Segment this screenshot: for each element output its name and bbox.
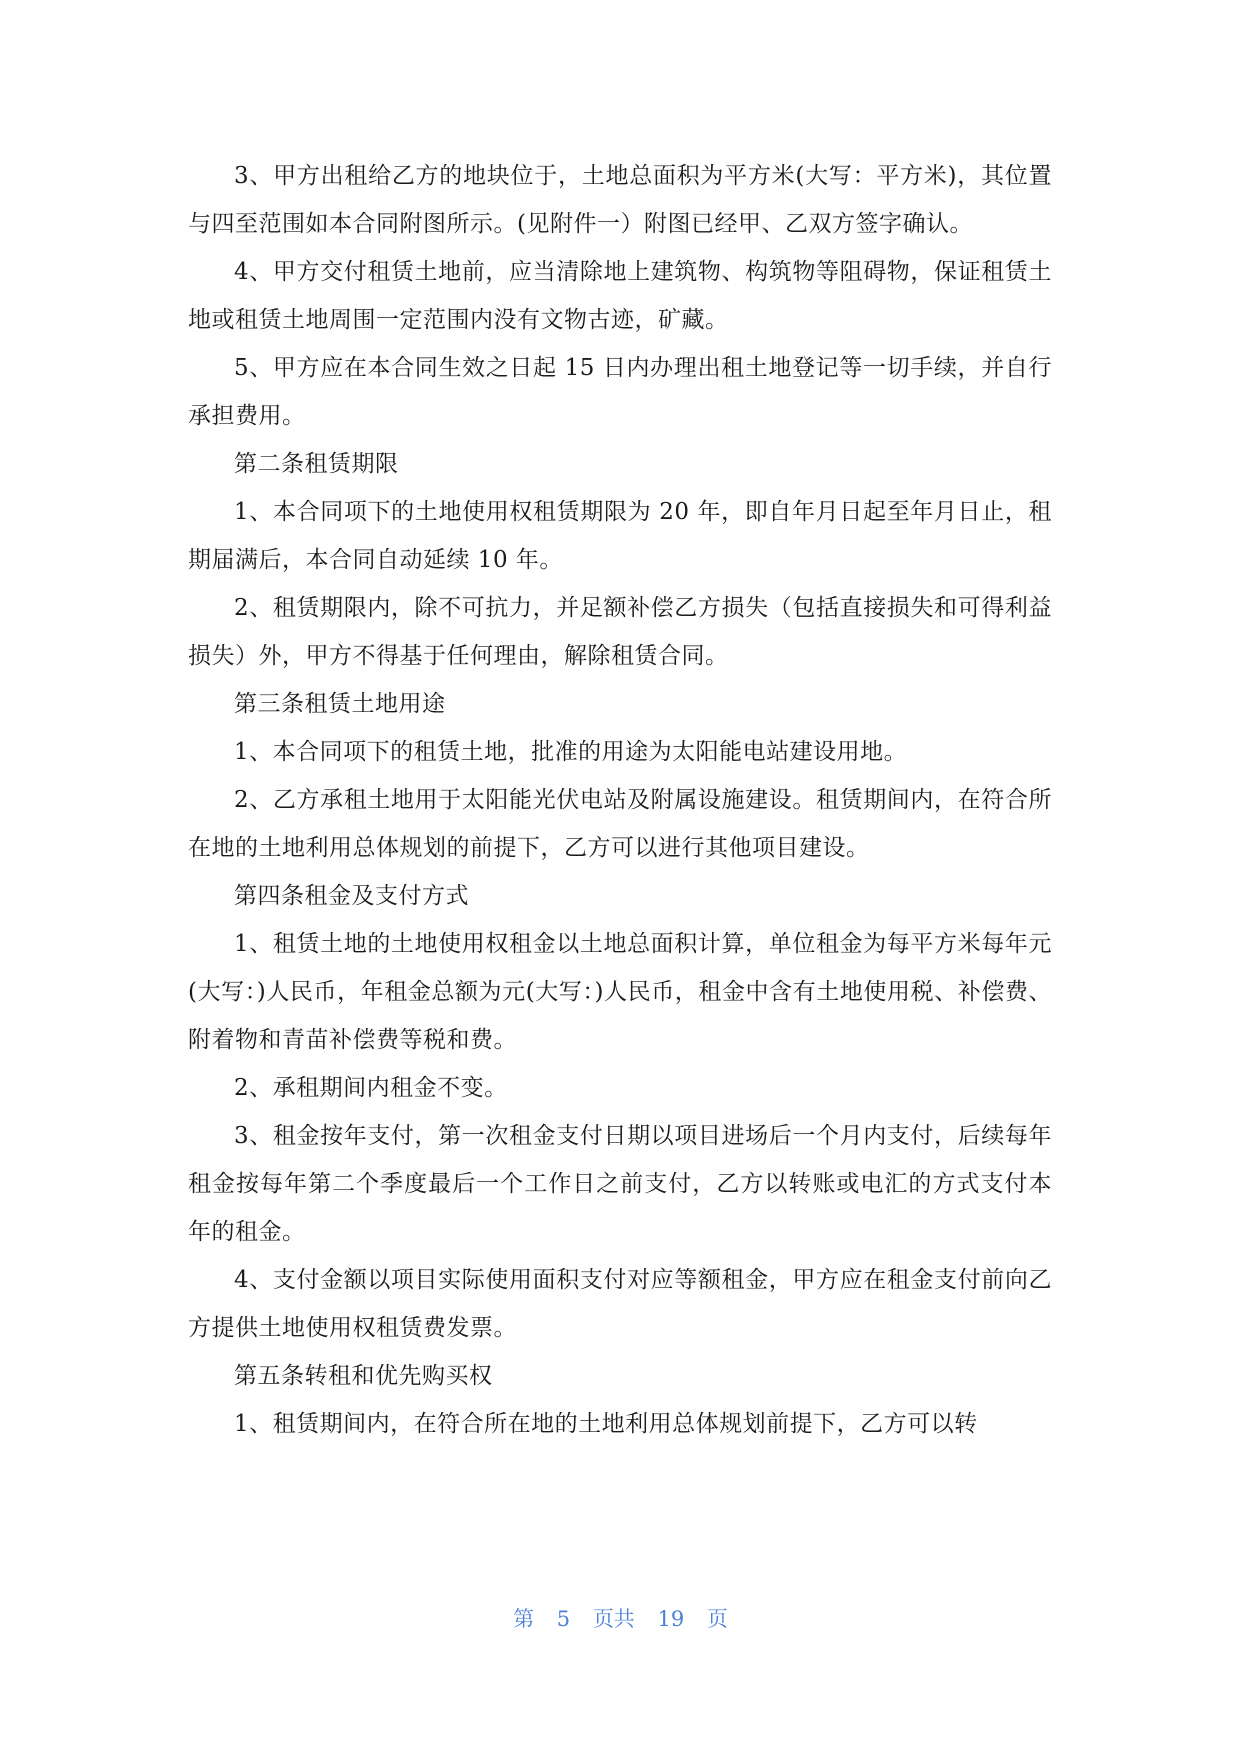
footer-total-pages: 19 — [657, 1607, 685, 1631]
footer-middle: 页共 — [592, 1607, 635, 1631]
paragraph: 1、本合同项下的土地使用权租赁期限为 20 年，即自年月日起至年月日止，租期届满后，本合同自动延续 10 年。 — [188, 499, 1052, 573]
section-heading: 第二条租赁期限 — [234, 451, 399, 477]
paragraph: 2、乙方承租土地用于太阳能光伏电站及附属设施建设。租赁期间内，在符合所在地的土地利用总体规划的前提下，乙方可以进行其他项目建设。 — [188, 787, 1052, 861]
section-heading: 第四条租金及支付方式 — [234, 883, 469, 909]
paragraph: 1、租赁土地的土地使用权租金以土地总面积计算，单位租金为每平方米每年元(大写：)人民币，年租金总额为元(大写：)人民币，租金中含有土地使用税、补偿费、附着物和青苗补偿费等税和费。 — [188, 931, 1052, 1053]
footer-prefix: 第 — [513, 1607, 535, 1631]
paragraph: 1、本合同项下的租赁土地，批准的用途为太阳能电站建设用地。 — [234, 739, 908, 765]
paragraph: 3、甲方出租给乙方的地块位于，土地总面积为平方米(大写：平方米)，其位置与四至范围如本合同附图所示。(见附件一）附图已经甲、乙双方签字确认。 — [188, 163, 1052, 237]
paragraph: 5、甲方应在本合同生效之日起 15 日内办理出租土地登记等一切手续，并自行承担费用。 — [188, 355, 1052, 429]
section-heading: 第三条租赁土地用途 — [234, 691, 446, 717]
footer-suffix: 页 — [706, 1607, 728, 1631]
paragraph: 4、支付金额以项目实际使用面积支付对应等额租金，甲方应在租金支付前向乙方提供土地使用权租赁费发票。 — [188, 1267, 1052, 1341]
footer-page-number: 5 — [556, 1607, 571, 1631]
section-heading: 第五条转租和优先购买权 — [234, 1363, 493, 1389]
page-footer — [0, 1603, 1241, 1633]
paragraph: 1、租赁期间内，在符合所在地的土地利用总体规划前提下，乙方可以转 — [234, 1411, 978, 1437]
paragraph: 2、承租期间内租金不变。 — [234, 1075, 508, 1101]
paragraph: 2、租赁期限内，除不可抗力，并足额补偿乙方损失（包括直接损失和可得利益损失）外，甲方不得基于任何理由，解除租赁合同。 — [188, 595, 1052, 669]
document-body — [188, 152, 1052, 1448]
paragraph: 4、甲方交付租赁土地前，应当清除地上建筑物、构筑物等阻碍物，保证租赁土地或租赁土地周围一定范围内没有文物古迹，矿藏。 — [188, 259, 1052, 333]
paragraph: 3、租金按年支付，第一次租金支付日期以项目进场后一个月内支付，后续每年租金按每年第二个季度最后一个工作日之前支付，乙方以转账或电汇的方式支付本年的租金。 — [188, 1123, 1052, 1245]
